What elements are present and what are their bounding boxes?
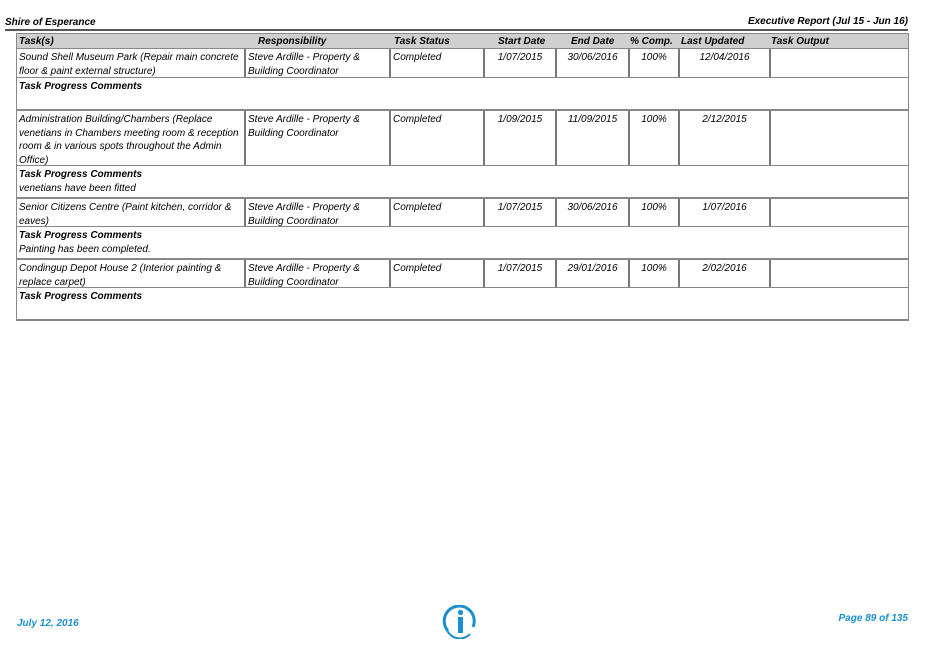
report-title: Executive Report (Jul 15 - Jun 16) (747, 16, 908, 27)
task-cell: Administration Building/Chambers (Replace venetians in Chambers meeting room & reception room & in various spots throughout the Admin Office) (17, 111, 246, 165)
col-task: Task(s) (19, 36, 54, 47)
task-output-cell (771, 49, 908, 77)
table-row (16, 111, 909, 166)
comments-row (16, 227, 909, 260)
last-updated-cell: 2/12/2015 (680, 111, 771, 165)
organisation-name: Shire of Esperance (5, 17, 96, 28)
comments-title: Task Progress Comments (19, 230, 143, 241)
start-date-cell: 1/07/2015 (485, 49, 557, 77)
header-rule (5, 29, 908, 31)
start-date-cell: 1/09/2015 (485, 111, 557, 165)
col-responsibility: Responsibility (258, 36, 327, 47)
end-date-cell: 30/06/2016 (557, 49, 630, 77)
end-date-cell: 30/06/2016 (557, 199, 630, 226)
task-cell: Sound Shell Museum Park (Repair main concrete floor & paint external structure) (17, 49, 246, 77)
responsibility-cell: Steve Ardille - Property & Building Coordinator (246, 199, 391, 226)
percent-complete-cell: 100% (630, 199, 680, 226)
percent-complete-cell: 100% (630, 260, 680, 287)
comments-row (16, 288, 909, 321)
status-cell: Completed (391, 199, 485, 226)
page-number: Page 89 of 135 (838, 613, 908, 624)
percent-complete-cell: 100% (630, 49, 680, 77)
task-cell: Senior Citizens Centre (Paint kitchen, corridor & eaves) (17, 199, 246, 226)
end-date-cell: 11/09/2015 (557, 111, 630, 165)
last-updated-cell: 1/07/2016 (680, 199, 771, 226)
col-end-date: End Date (571, 36, 615, 47)
comments-text: venetians have been fitted (19, 182, 136, 194)
percent-complete-cell: 100% (630, 111, 680, 165)
status-cell: Completed (391, 111, 485, 165)
responsibility-cell: Steve Ardille - Property & Building Coordinator (246, 49, 391, 77)
table-header-row (16, 33, 909, 49)
start-date-cell: 1/07/2015 (485, 260, 557, 287)
responsibility-cell: Steve Ardille - Property & Building Coordinator (246, 111, 391, 165)
task-table (16, 33, 909, 321)
start-date-cell: 1/07/2015 (485, 199, 557, 226)
col-task-output: Task Output (771, 36, 829, 47)
task-output-cell (771, 260, 908, 287)
end-date-cell: 29/01/2016 (557, 260, 630, 287)
comments-row (16, 78, 909, 111)
col-status: Task Status (394, 36, 450, 47)
col-start-date: Start Date (498, 36, 546, 47)
table-row (16, 260, 909, 288)
report-date: July 12, 2016 (17, 618, 79, 629)
comments-title: Task Progress Comments (19, 81, 143, 92)
info-logo-icon (440, 605, 480, 639)
comments-row (16, 166, 909, 199)
status-cell: Completed (391, 260, 485, 287)
last-updated-cell: 12/04/2016 (680, 49, 771, 77)
comments-title: Task Progress Comments (19, 291, 143, 302)
table-row (16, 199, 909, 227)
comments-title: Task Progress Comments (19, 169, 143, 180)
comments-text: Painting has been completed. (19, 243, 151, 255)
last-updated-cell: 2/02/2016 (680, 260, 771, 287)
table-row (16, 49, 909, 78)
task-output-cell (771, 111, 908, 165)
col-percent-complete: % Comp. (630, 36, 673, 47)
task-cell: Condingup Depot House 2 (Interior painting & replace carpet) (17, 260, 246, 287)
col-last-updated: Last Updated (681, 36, 745, 47)
status-cell: Completed (391, 49, 485, 77)
responsibility-cell: Steve Ardille - Property & Building Coordinator (246, 260, 391, 287)
task-output-cell (771, 199, 908, 226)
